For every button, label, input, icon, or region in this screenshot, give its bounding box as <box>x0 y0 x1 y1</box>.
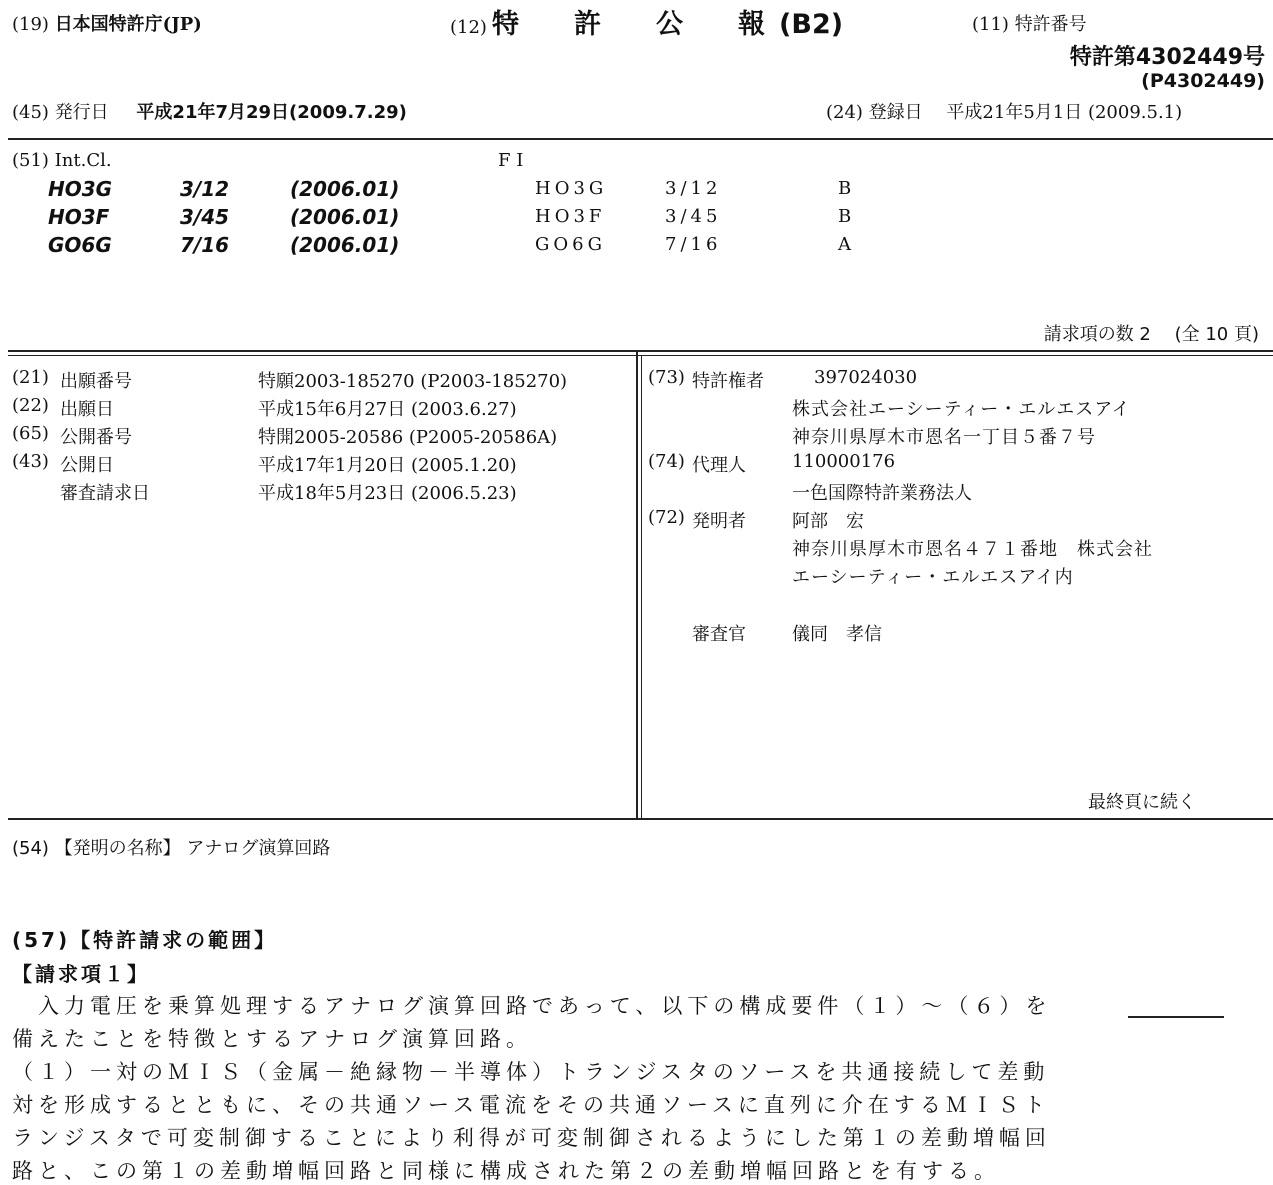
box-center-divider <box>636 350 638 820</box>
agent-code: (74) <box>648 451 685 472</box>
claim-underline <box>1128 1016 1224 1018</box>
claim-line: （１）一対のＭＩＳ（金属－絶縁物－半導体）トランジスタのソースを共通接続して差動 <box>12 1060 1050 1084</box>
reg-date: 平成21年5月1日 (2009.5.1) <box>946 102 1183 123</box>
claim-line: 対を形成するとともに、その共通ソース電流をその共通ソースに直列に介在するＭＩＳト <box>12 1093 1050 1117</box>
continued-note: 最終頁に続く <box>1088 792 1196 813</box>
fi-group: 3/45 <box>665 206 722 227</box>
fi-mark: A <box>838 234 855 255</box>
holder-address: 神奈川県厚木市恩名一丁目５番７号 <box>792 427 1096 448</box>
issue-label: 発行日 <box>54 102 109 123</box>
invention-title: (54) 【発明の名称】 アナログ演算回路 <box>12 838 331 859</box>
pub-code: (12) <box>450 17 487 38</box>
reg-label: 登録日 <box>868 102 923 123</box>
info-value: 平成18年5月23日 (2006.5.23) <box>258 483 517 504</box>
fi-class: HO3F <box>535 206 606 227</box>
info-label: 出願番号 <box>60 371 132 392</box>
inventor-address-line2: エーシーティー・エルエスアイ内 <box>792 567 1074 588</box>
intcl-group: 7/16 <box>180 233 230 257</box>
claims-count: 請求項の数 2 (全 10 頁) <box>1043 324 1259 345</box>
patent-number: 特許第4302449号 <box>1069 45 1265 70</box>
info-value: 特開2005-20586 (P2005-20586A) <box>258 427 558 448</box>
box-top-border <box>8 350 1273 352</box>
agent-id: 110000176 <box>792 451 896 472</box>
info-value: 平成17年1月20日 (2005.1.20) <box>258 455 517 476</box>
holder-label: 特許権者 <box>692 371 764 392</box>
holder-id: 397024030 <box>814 367 918 388</box>
inventor-name: 阿部 宏 <box>792 511 864 532</box>
fi-group: 3/12 <box>665 178 722 199</box>
intcl-class: GO6G <box>48 233 112 257</box>
info-value: 特願2003-185270 (P2003-185270) <box>258 371 568 392</box>
info-label: 公開日 <box>60 455 114 476</box>
info-code: (21) <box>12 367 49 388</box>
intcl-class: HO3G <box>48 177 113 201</box>
claim-line: 路と、この第１の差動増幅回路と同様に構成された第２の差動増幅回路とを有する。 <box>12 1159 1000 1183</box>
box-center-divider-inner <box>641 355 642 820</box>
examiner-name: 儀同 孝信 <box>792 624 882 645</box>
info-label: 出願日 <box>60 399 114 420</box>
pub-title: 特 許 公 報 <box>492 9 780 40</box>
fi-class: GO6G <box>535 234 606 255</box>
inventor-address-line1: 神奈川県厚木市恩名４７１番地 株式会社 <box>792 539 1153 560</box>
holder-name: 株式会社エーシーティー・エルエスアイ <box>792 399 1131 420</box>
info-code: (43) <box>12 451 49 472</box>
claim-line: 備えたことを特徴とするアナログ演算回路。 <box>12 1027 532 1051</box>
info-code: (65) <box>12 423 49 444</box>
fi-label: F I <box>498 150 524 171</box>
info-value: 平成15年6月27日 (2003.6.27) <box>258 399 517 420</box>
claims-heading: (57)【特許請求の範囲】 <box>12 928 278 952</box>
agent-label: 代理人 <box>692 455 746 476</box>
intcl-label: (51) Int.Cl. <box>12 150 112 171</box>
examiner-label: 審査官 <box>692 624 746 645</box>
fi-mark: B <box>838 178 856 199</box>
intcl-version: (2006.01) <box>290 205 400 229</box>
issue-code: (45) <box>12 102 49 123</box>
fi-group: 7/16 <box>665 234 722 255</box>
fi-class: HO3G <box>535 178 608 199</box>
claim-line: 入力電圧を乗算処理するアナログ演算回路であって、以下の構成要件（１）～（６）を <box>12 994 1052 1018</box>
intcl-version: (2006.01) <box>290 177 400 201</box>
issue-date: 平成21年7月29日(2009.7.29) <box>136 102 407 123</box>
box-bottom-border <box>8 818 1273 820</box>
office-code: (19) <box>12 14 49 35</box>
inventor-code: (72) <box>648 507 685 528</box>
intcl-group: 3/45 <box>180 205 230 229</box>
inventor-label: 発明者 <box>692 511 746 532</box>
claim1-heading: 【請求項１】 <box>12 962 150 986</box>
reg-code: (24) <box>826 102 863 123</box>
info-label: 審査請求日 <box>60 483 150 504</box>
claim-line: ランジスタで可変制御することにより利得が可変制御されるようにした第１の差動増幅回 <box>12 1126 1051 1150</box>
patent-no-label: 特許番号 <box>1014 14 1087 35</box>
holder-code: (73) <box>648 367 685 388</box>
intcl-group: 3/12 <box>180 177 230 201</box>
patent-number-sub: (P4302449) <box>1141 70 1265 92</box>
office-name: 日本国特許庁(JP) <box>54 14 202 35</box>
info-code: (22) <box>12 395 49 416</box>
agent-name: 一色国際特許業務法人 <box>792 483 972 504</box>
header-divider <box>8 138 1273 140</box>
pub-kind: (B2) <box>779 9 844 40</box>
fi-mark: B <box>838 206 856 227</box>
patent-no-code: (11) <box>972 14 1009 35</box>
intcl-version: (2006.01) <box>290 233 400 257</box>
intcl-class: HO3F <box>48 205 110 229</box>
info-label: 公開番号 <box>60 427 132 448</box>
